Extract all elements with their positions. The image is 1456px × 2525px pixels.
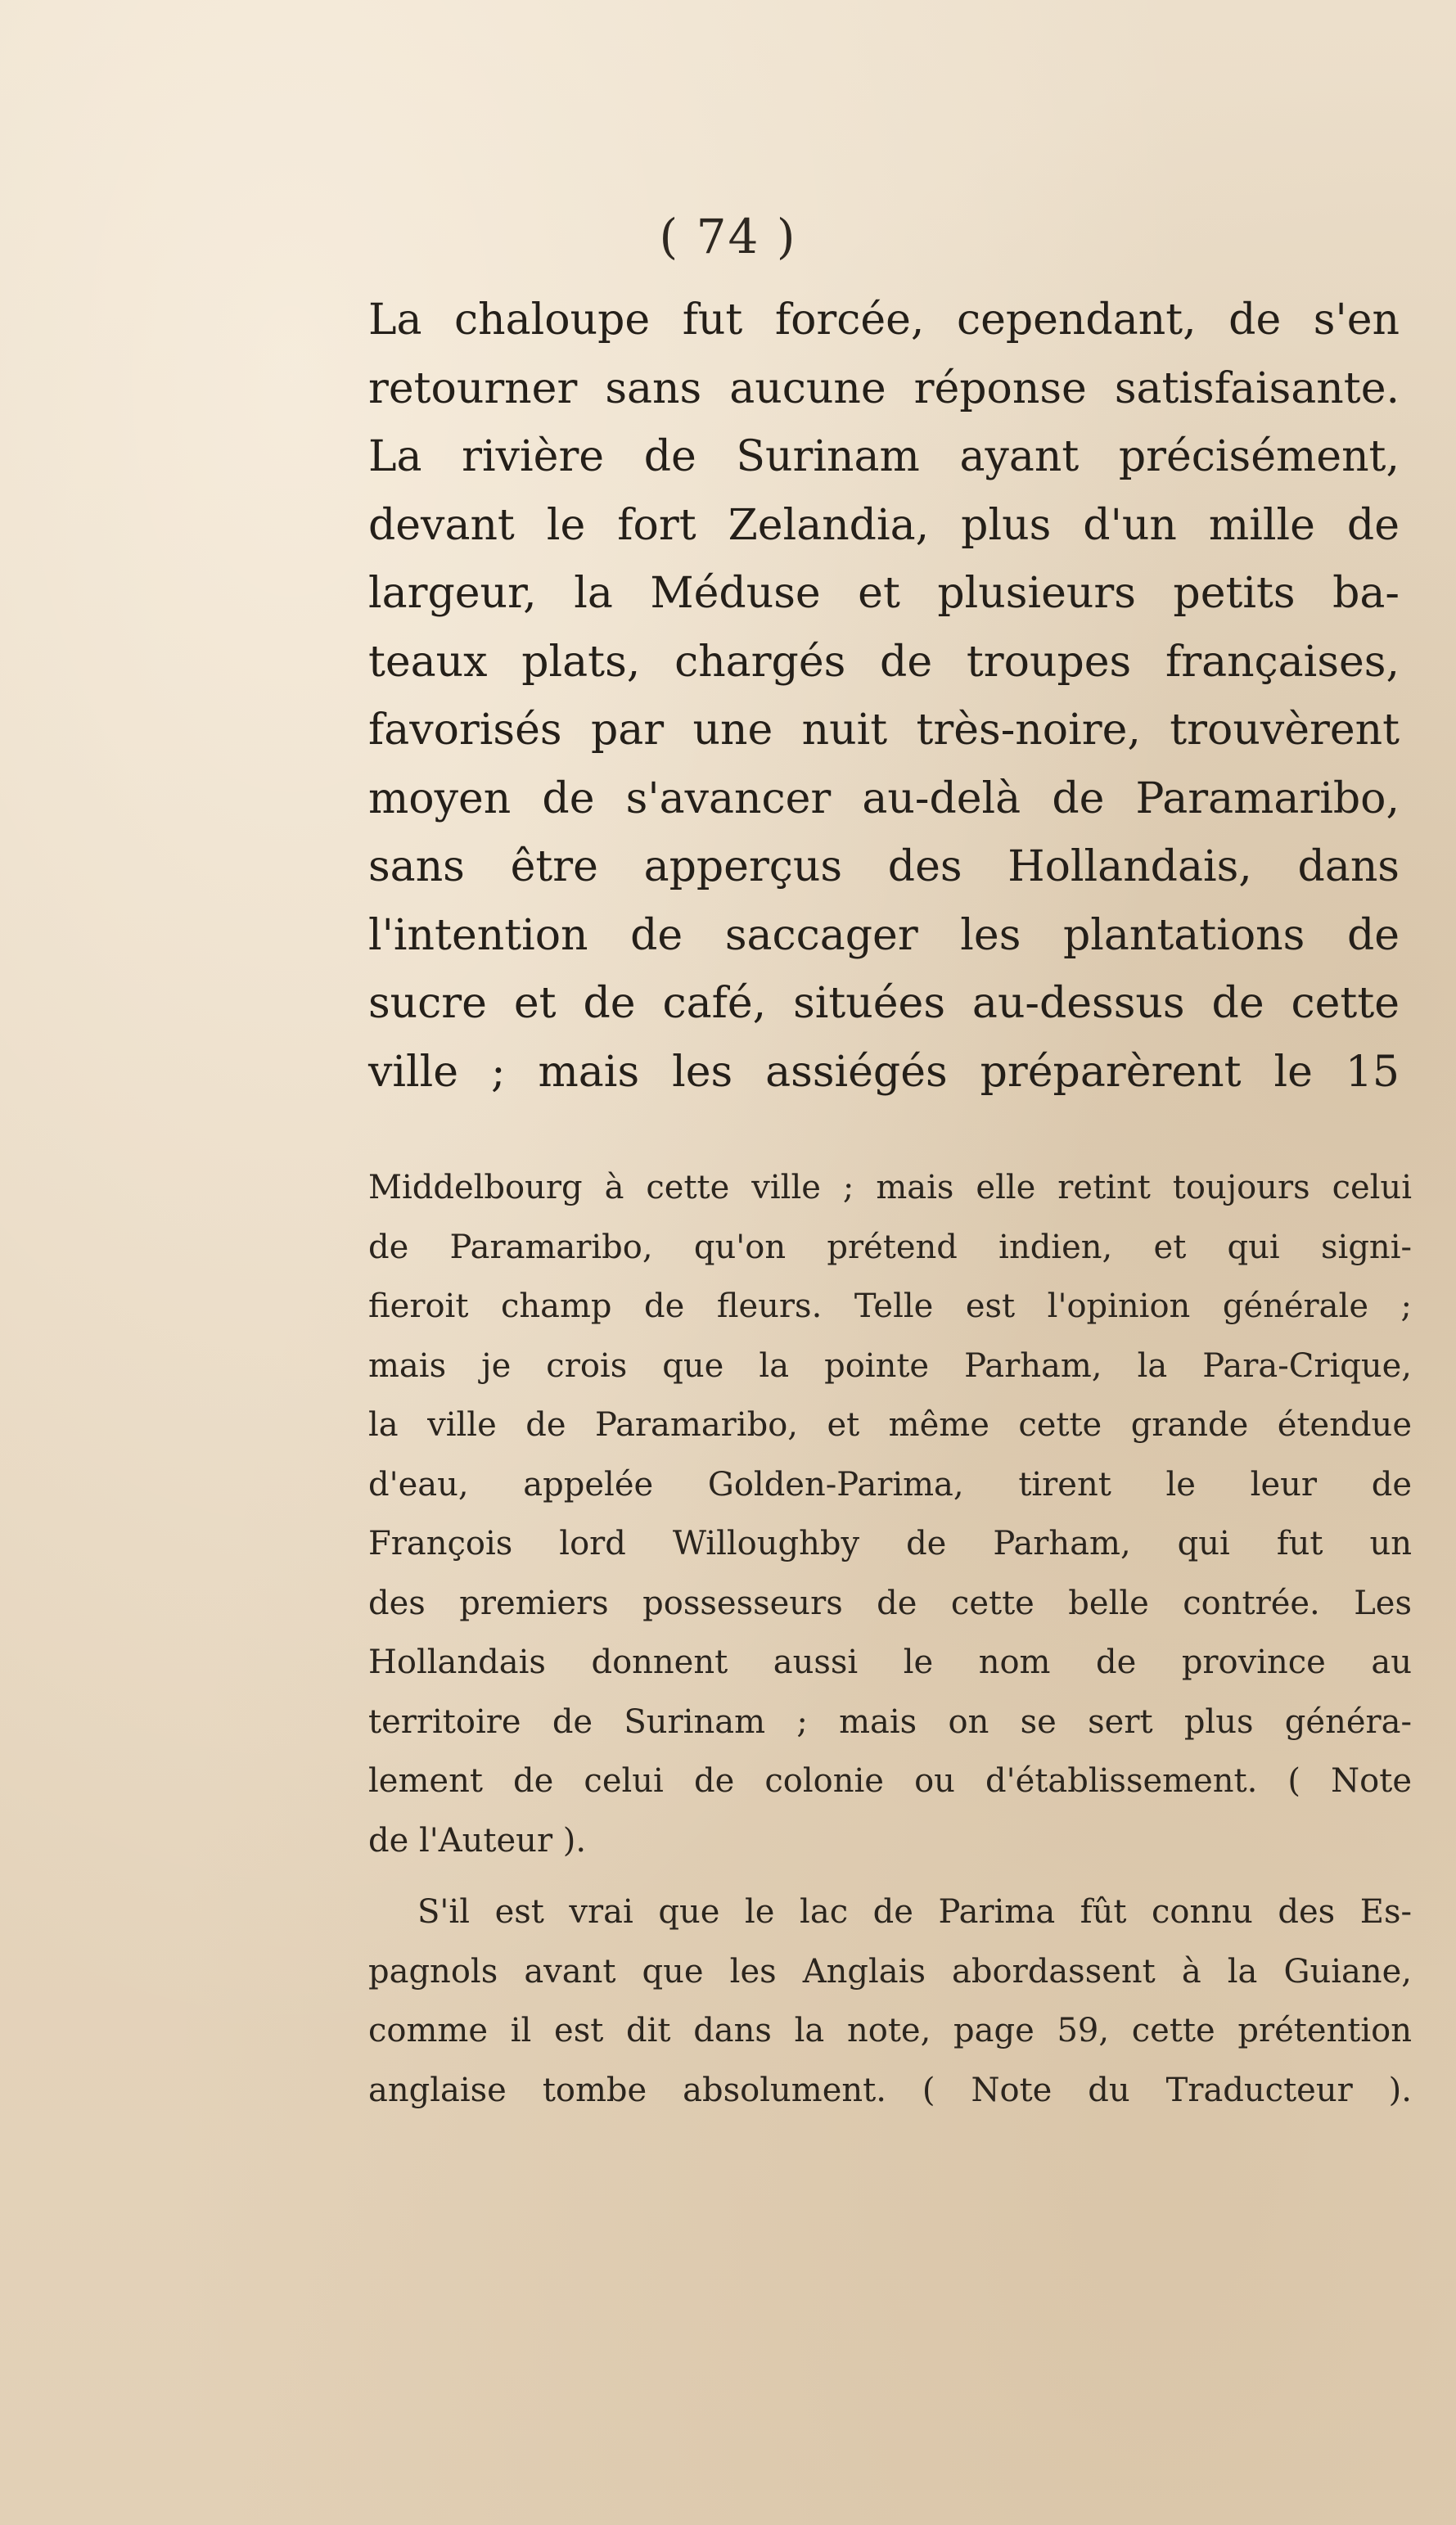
footnote-line: mais je crois que la pointe Parham, la Para-Crique, — [368, 1346, 1412, 1385]
main-text-line: largeur, la Méduse et plusieurs petits ba- — [368, 569, 1400, 618]
main-text-line: La chaloupe fut forcée, cependant, de s'en — [368, 295, 1400, 345]
main-text-line: sucre et de café, situées au-dessus de cette — [368, 979, 1400, 1028]
footnote-line: d'eau, appelée Golden-Parima, tirent le leur de — [368, 1465, 1412, 1504]
main-text-line: La rivière de Surinam ayant précisément, — [368, 432, 1400, 481]
footnote-line: fieroit champ de fleurs. Telle est l'opinion générale ; — [368, 1287, 1412, 1325]
main-text-line: favorisés par une nuit très-noire, trouvèrent — [368, 706, 1400, 755]
translator-note-line: anglaise tombe absolument. ( Note du Traducteur ). — [368, 2071, 1412, 2109]
footnote-line: François lord Willoughby de Parham, qui fut un — [368, 1525, 1412, 1562]
footnote-line: Middelbourg à cette ville ; mais elle retint toujours celui — [368, 1169, 1412, 1206]
main-text-line: l'intention de saccager les plantations de — [368, 910, 1400, 960]
main-text-line: teaux plats, chargés de troupes françaises, — [368, 637, 1400, 687]
footnote-line: de Paramaribo, qu'on prétend indien, et qui signi- — [368, 1228, 1412, 1266]
footnote-line: des premiers possesseurs de cette belle contrée. Les — [368, 1584, 1412, 1622]
translator-note — [368, 1882, 1412, 2120]
main-text-line: sans être apperçus des Hollandais, dans — [368, 842, 1400, 891]
footnote-line: Hollandais donnent aussi le nom de province au — [368, 1644, 1412, 1681]
page-number: ( 74 ) — [659, 209, 797, 264]
translator-note-line: pagnols avant que les Anglais abordassent à la Guiane, — [368, 1952, 1412, 1991]
footnote-line: la ville de Paramaribo, et même cette grande étendue — [368, 1406, 1412, 1444]
main-text-line: devant le fort Zelandia, plus d'un mille de — [368, 500, 1400, 550]
main-text-line: moyen de s'avancer au-delà de Paramaribo, — [368, 773, 1400, 823]
translator-note-line: S'il est vrai que le lac de Parima fût connu des Es- — [417, 1893, 1412, 1931]
main-text-line: ville ; mais les assiégés préparèrent le 15 — [368, 1047, 1400, 1097]
main-text-line: retourner sans aucune réponse satisfaisante. — [368, 363, 1400, 413]
main-text-block — [368, 286, 1400, 1107]
footnote-line: de l'Auteur ). — [368, 1821, 587, 1860]
author-footnote — [368, 1158, 1412, 1870]
footnote-line: territoire de Surinam ; mais on se sert plus généra- — [368, 1702, 1412, 1741]
footnote-line: lement de celui de colonie ou d'établissement. ( Note — [368, 1762, 1412, 1800]
translator-note-line: comme il est dit dans la note, page 59, cette prétention — [368, 2012, 1412, 2049]
